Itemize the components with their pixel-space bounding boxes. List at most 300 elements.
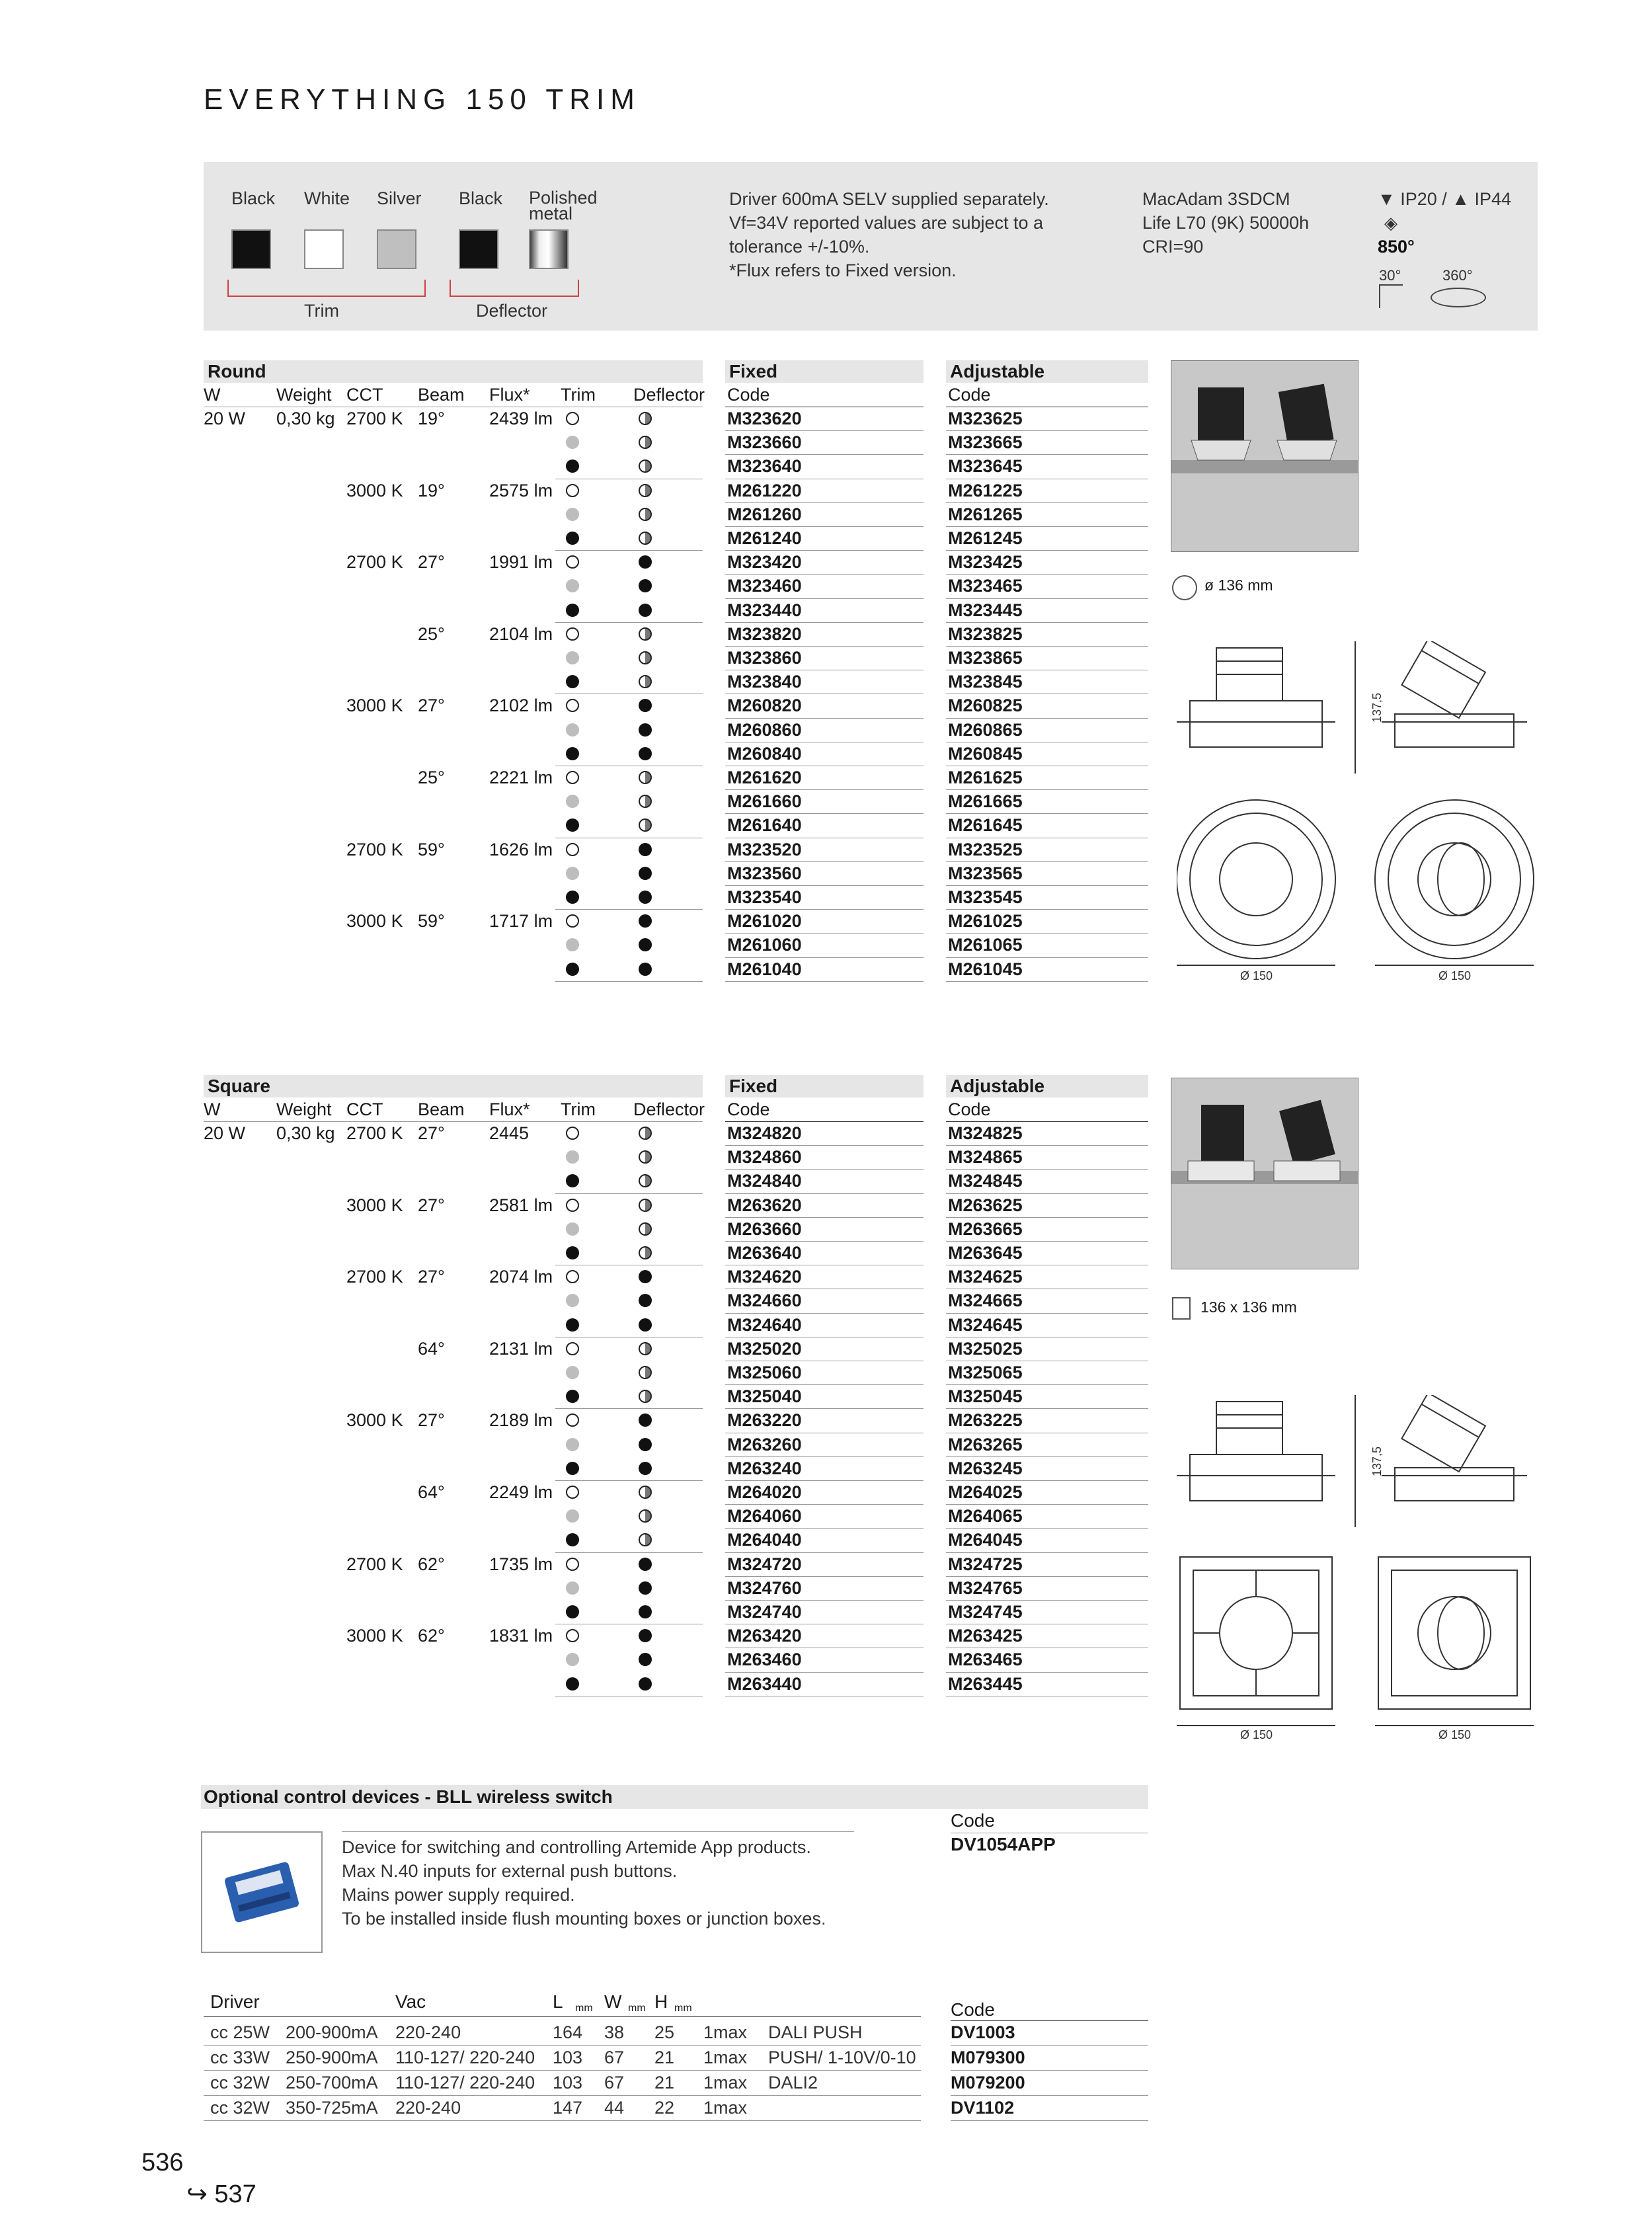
optional-line: Device for switching and controlling Artemide App products. [342, 1837, 811, 1857]
round-col-header: CCT [346, 385, 383, 405]
optional-line: To be installed inside flush mounting boxes or junction boxes. [342, 1909, 826, 1929]
round-fixed-code: M261260 [727, 504, 802, 524]
round-adjustable-label: Adjustable [950, 361, 1045, 381]
black-trim-icon [639, 1294, 652, 1307]
driver-cell: 103 [553, 2048, 583, 2067]
white-trim-icon [566, 771, 579, 784]
black-trim-icon [639, 555, 652, 569]
driver-code-label: Code [951, 1999, 995, 2020]
half-deflector-icon [639, 508, 652, 521]
round-fixed-code: M260840 [727, 743, 802, 764]
round-adjustable-code: M260845 [948, 743, 1023, 764]
white-trim-icon [566, 1414, 579, 1427]
black-trim-icon [639, 699, 652, 712]
next-page-link[interactable] [186, 2179, 256, 2209]
round-adjustable-code: M323465 [948, 576, 1023, 596]
wireless-switch-icon [202, 1833, 321, 1952]
silver-trim-icon [566, 1222, 579, 1236]
driver-info [729, 187, 1049, 282]
deflector-bracket [450, 280, 579, 297]
silver-trim-icon [566, 795, 579, 808]
silver-trim-icon [566, 1150, 579, 1164]
round-cell: 0,30 kg [276, 409, 335, 428]
square-height-label: 137,5 [1370, 1446, 1384, 1477]
half-deflector-icon [639, 771, 652, 784]
square-cell: 1831 lm [489, 1626, 553, 1646]
square-cell: 2581 lm [489, 1195, 553, 1215]
square-col-header: CCT [346, 1099, 383, 1119]
round-diameter-fixed: Ø 150 [1240, 969, 1273, 982]
white-trim-icon [566, 627, 579, 641]
half-deflector-icon [639, 459, 652, 473]
square-adjustable-code: M324765 [948, 1577, 1023, 1598]
square-fixed-code: M264060 [727, 1506, 802, 1527]
round-col-header: W [204, 385, 221, 405]
round-adjustable-code: M323565 [948, 863, 1023, 883]
half-deflector-icon [639, 412, 652, 425]
round-adjustable-code: M323425 [948, 552, 1023, 573]
square-cell: 2700 K [346, 1123, 403, 1143]
silver-trim-icon [566, 508, 579, 521]
black-trim-icon [639, 1653, 652, 1666]
square-cell: 3000 K [346, 1410, 403, 1431]
driver-cell: 164 [553, 2022, 583, 2042]
silver-trim-icon [566, 1366, 579, 1379]
swatch-label-polished-deflector: Polished metal [529, 188, 598, 223]
optional-code-label: Code [951, 1810, 995, 1831]
black-trim-icon [566, 891, 579, 904]
round-col-header: Flux* [489, 385, 530, 405]
square-fixed-code: M324660 [727, 1291, 802, 1311]
white-trim-icon [566, 1342, 579, 1355]
driver-cell: DALI2 [768, 2073, 818, 2092]
driver-row-divider [204, 2120, 921, 2121]
square-row-divider [555, 1408, 703, 1409]
round-fixed-code: M260860 [727, 719, 802, 740]
round-cutout-size: ø 136 mm [1204, 577, 1273, 594]
square-adjustable-code: M263225 [948, 1410, 1023, 1431]
square-cell: 64° [418, 1482, 445, 1502]
driver-cell: DALI PUSH [768, 2022, 863, 2042]
black-trim-icon [639, 867, 652, 880]
square-diameter-fixed: Ø 150 [1240, 1728, 1273, 1741]
square-col-header: Flux* [489, 1099, 530, 1119]
black-trim-icon [566, 675, 579, 688]
square-adjustable-code: M325025 [948, 1338, 1023, 1359]
arrow-icon: ↪ [186, 2180, 208, 2208]
round-cell: 1991 lm [489, 552, 553, 573]
square-fixed-code: M263240 [727, 1458, 802, 1478]
square-adjustable-label: Adjustable [950, 1076, 1045, 1096]
square-adjustable-code: M324745 [948, 1602, 1023, 1622]
square-adjustable-code: M325045 [948, 1386, 1023, 1407]
next-page-number: 537 [214, 2180, 256, 2208]
swatch-black-trim [231, 229, 271, 269]
square-fixed-code: M264040 [727, 1530, 802, 1550]
round-fixed-code: M323620 [727, 409, 802, 428]
round-adjustable-code: M261025 [948, 911, 1023, 932]
round-diameter-adjustable: Ø 150 [1438, 969, 1472, 982]
half-deflector-icon [639, 1127, 652, 1140]
round-header-bar [204, 360, 703, 383]
round-fixed-code: M323520 [727, 839, 802, 859]
driver-info-line: *Flux refers to Fixed version. [729, 260, 957, 280]
energy-icon: ◈ [1384, 213, 1397, 233]
white-trim-icon [566, 1127, 579, 1140]
black-trim-icon [566, 1462, 579, 1475]
square-fixed-code: M324720 [727, 1554, 802, 1574]
black-trim-icon [566, 532, 579, 545]
black-trim-icon [639, 914, 652, 928]
ip-rating-text: IP20 / ▲ IP44 [1400, 189, 1512, 209]
square-adjustable-code: M264065 [948, 1506, 1023, 1527]
square-row-divider [555, 1480, 703, 1481]
round-adjustable-code: M261265 [948, 504, 1023, 524]
driver-cell: 103 [553, 2073, 583, 2092]
silver-trim-icon [566, 867, 579, 880]
round-fixed-code: M261220 [727, 480, 802, 500]
square-cell: 27° [418, 1123, 445, 1143]
square-col-header: W [204, 1099, 221, 1119]
driver-col-header: Driver [210, 1991, 260, 2012]
silver-trim-icon [566, 1438, 579, 1451]
silver-trim-icon [566, 1294, 579, 1307]
square-fixed-code: M324860 [727, 1147, 802, 1168]
black-trim-icon [566, 1246, 579, 1259]
square-fixed-code: M324620 [727, 1267, 802, 1287]
square-fixed-code: M325040 [727, 1386, 802, 1407]
round-cell: 2700 K [346, 409, 403, 428]
square-fixed-code: M324820 [727, 1123, 802, 1143]
round-cell: 25° [418, 768, 445, 787]
driver-divider [204, 2016, 921, 2017]
optional-description [342, 1835, 826, 1931]
round-fixed-label: Fixed [729, 361, 778, 381]
square-adjustable-code: M263645 [948, 1243, 1023, 1263]
driver-cell: 147 [553, 2098, 583, 2118]
round-fixed-code: M323440 [727, 600, 802, 620]
light-info [1142, 187, 1309, 259]
half-deflector-icon [639, 1199, 652, 1212]
round-col-header: Weight [276, 385, 332, 405]
square-fixed-code: M325060 [727, 1363, 802, 1382]
black-trim-icon [566, 1318, 579, 1332]
white-trim-icon [566, 914, 579, 928]
round-fixed-code: M323460 [727, 576, 802, 596]
square-adjustable-code: M324865 [948, 1147, 1023, 1168]
trim-bracket [227, 280, 426, 297]
white-trim-icon [566, 843, 579, 856]
driver-cell: cc 32W [210, 2073, 270, 2092]
square-cutout-size: 136 x 136 mm [1200, 1298, 1297, 1316]
optional-title: Optional control devices - BLL wireless switch [204, 1786, 613, 1807]
square-adjustable-code: M263465 [948, 1650, 1023, 1670]
driver-code: DV1003 [951, 2022, 1015, 2042]
black-trim-icon [639, 723, 652, 737]
driver-cell: 67 [604, 2048, 625, 2067]
square-cell: 2131 lm [489, 1338, 553, 1359]
white-trim-icon [566, 699, 579, 712]
silver-trim-icon [566, 1581, 579, 1595]
driver-col-header: mm [674, 2003, 692, 2014]
black-trim-icon [566, 459, 579, 473]
square-adjustable-code: M264045 [948, 1530, 1023, 1550]
black-trim-icon [639, 1581, 652, 1595]
square-adjustable-code: M263665 [948, 1218, 1023, 1239]
half-deflector-icon [639, 818, 652, 832]
driver-cell: 220-240 [395, 2098, 461, 2118]
round-fixed-code: M323660 [727, 432, 802, 453]
round-cell: 2104 lm [489, 623, 553, 644]
driver-cell: 220-240 [395, 2022, 461, 2042]
white-trim-icon [566, 412, 579, 425]
optional-line: Max N.40 inputs for external push buttons. [342, 1861, 678, 1881]
round-product-photo [1171, 360, 1358, 552]
square-fixed-code: M324740 [727, 1602, 802, 1622]
square-cutout-icon [1172, 1297, 1191, 1320]
square-cell: 20 W [204, 1123, 246, 1143]
tilt-angle: 30° [1379, 267, 1401, 284]
black-trim-icon [639, 579, 652, 592]
square-fixed-code: M263460 [727, 1650, 802, 1670]
square-adjustable-code: M324645 [948, 1314, 1023, 1335]
round-adjustable-code: M323845 [948, 672, 1023, 692]
square-fixed-code: M264020 [727, 1482, 802, 1502]
round-col-header: Code [948, 385, 991, 405]
black-trim-icon [639, 843, 652, 856]
deflector-group-label: Deflector [476, 301, 548, 321]
driver-cell: 22 [654, 2098, 675, 2118]
round-cell: 59° [418, 911, 445, 932]
driver-col-header: Vac [395, 1991, 426, 2012]
driver-cell: PUSH/ 1-10V/0-10 [768, 2048, 916, 2067]
half-deflector-icon [639, 1366, 652, 1379]
square-cell: 64° [418, 1338, 445, 1359]
driver-code: M079200 [951, 2073, 1025, 2092]
round-adjustable-code: M261225 [948, 480, 1023, 500]
round-col-header: Beam [418, 385, 465, 405]
cct-code: 850° [1378, 237, 1415, 257]
square-adjustable-code: M324725 [948, 1554, 1023, 1574]
square-adjustable-code: M325065 [948, 1363, 1023, 1382]
driver-col-header: mm [628, 2003, 646, 2014]
black-trim-icon [639, 938, 652, 951]
square-fixed-code: M263660 [727, 1218, 802, 1239]
half-deflector-icon [639, 1222, 652, 1236]
square-cell: 27° [418, 1195, 445, 1215]
trim-group-label: Trim [304, 301, 339, 321]
round-fixed-code: M323860 [727, 648, 802, 668]
square-adjustable-code: M263245 [948, 1458, 1023, 1478]
black-trim-icon [639, 963, 652, 976]
square-fixed-label: Fixed [729, 1076, 778, 1096]
half-deflector-icon [639, 1174, 652, 1187]
square-cell: 27° [418, 1410, 445, 1431]
square-cell: 1735 lm [489, 1554, 553, 1574]
driver-cell: 21 [654, 2073, 675, 2092]
square-fixed-code: M263220 [727, 1410, 802, 1431]
round-cell: 2700 K [346, 839, 403, 859]
square-cell: 3000 K [346, 1195, 403, 1215]
square-cell: 2445 [489, 1123, 530, 1143]
black-trim-icon [566, 1390, 579, 1403]
swatch-silver-trim [377, 229, 416, 269]
round-row-divider [555, 909, 703, 910]
half-deflector-icon [639, 532, 652, 545]
round-col-header: Deflector [633, 385, 705, 405]
driver-code: M079300 [951, 2048, 1025, 2067]
round-fixed-code: M323560 [727, 863, 802, 883]
half-deflector-icon [639, 1509, 652, 1523]
square-cell: 2700 K [346, 1554, 403, 1574]
black-trim-icon [566, 747, 579, 760]
square-fixed-code: M263640 [727, 1243, 802, 1263]
round-adjustable-code: M323625 [948, 409, 1023, 428]
driver-info-line: Driver 600mA SELV supplied separately. [729, 189, 1049, 209]
driver-cell: 1max [703, 2022, 748, 2042]
half-deflector-icon [639, 651, 652, 664]
square-adjustable-code: M324825 [948, 1123, 1023, 1143]
square-col-header: Code [727, 1099, 770, 1119]
optional-code: DV1054APP [951, 1834, 1056, 1854]
round-adjustable-code: M323865 [948, 648, 1023, 668]
square-label: Square [208, 1076, 270, 1096]
round-cell: 3000 K [346, 696, 403, 716]
round-fixed-code: M260820 [727, 696, 802, 716]
swatch-label-black-trim: Black [231, 188, 276, 208]
rotation-icon [1431, 288, 1486, 307]
round-cell: 19° [418, 409, 445, 428]
driver-cell: 1max [703, 2098, 748, 2118]
round-row-divider [555, 622, 703, 623]
swatch-white-trim [304, 229, 344, 269]
driver-cell: 250-700mA [286, 2073, 378, 2092]
square-fixed-code: M263620 [727, 1195, 802, 1215]
round-adjustable-code: M261645 [948, 815, 1023, 836]
silver-trim-icon [566, 651, 579, 664]
silver-trim-icon [566, 723, 579, 737]
optional-line: Mains power supply required. [342, 1885, 575, 1905]
driver-col-header: L [553, 1991, 563, 2012]
round-adjustable-code: M323445 [948, 600, 1023, 620]
square-fixed-code: M263420 [727, 1626, 802, 1646]
driver-cell: cc 32W [210, 2098, 270, 2118]
round-cell: 2221 lm [489, 768, 553, 787]
half-deflector-icon [639, 1533, 652, 1546]
page-number: 536 [141, 2149, 184, 2176]
round-row-divider [555, 981, 703, 982]
white-trim-icon [566, 1199, 579, 1212]
round-cell: 1626 lm [489, 839, 553, 859]
round-fixed-code: M261620 [727, 768, 802, 787]
round-cell: 20 W [204, 409, 246, 428]
page-title: EVERYTHING 150 TRIM [204, 83, 641, 116]
white-trim-icon [566, 555, 579, 569]
round-cell: 2575 lm [489, 480, 553, 500]
driver-cell: 350-725mA [286, 2098, 378, 2118]
round-cell: 3000 K [346, 480, 403, 500]
white-trim-icon [566, 1558, 579, 1571]
round-adjustable-code: M260825 [948, 696, 1023, 716]
round-adjustable-code: M261665 [948, 791, 1023, 812]
driver-cell: 38 [604, 2022, 625, 2042]
square-row-divider [555, 1552, 703, 1553]
round-fixed-code: M261060 [727, 935, 802, 955]
silver-trim-icon [566, 1653, 579, 1666]
half-deflector-icon [639, 1150, 652, 1164]
half-deflector-icon [639, 675, 652, 688]
square-fixed-code: M325020 [727, 1338, 802, 1359]
round-cell: 27° [418, 552, 445, 573]
square-col-header: Weight [276, 1099, 332, 1119]
black-trim-icon [639, 1318, 652, 1332]
swatch-polished-deflector [529, 229, 569, 269]
square-fixed-code: M324640 [727, 1314, 802, 1335]
driver-cell: cc 33W [210, 2048, 270, 2067]
divider [342, 1831, 854, 1832]
round-adjustable-code: M323545 [948, 887, 1023, 907]
round-adjustable-code: M261065 [948, 935, 1023, 955]
black-trim-icon [639, 1605, 652, 1618]
driver-cell: 1max [703, 2048, 748, 2067]
round-adjustable-code: M260865 [948, 719, 1023, 740]
square-cell: 2074 lm [489, 1267, 553, 1287]
square-product-photo [1171, 1078, 1358, 1269]
finish-info-box [204, 162, 1538, 331]
silver-trim-icon [566, 1509, 579, 1523]
black-trim-icon [639, 604, 652, 617]
round-cell: 2102 lm [489, 696, 553, 716]
square-fixed-code: M263440 [727, 1673, 802, 1694]
round-row-divider [555, 550, 703, 551]
square-col-header: Trim [561, 1099, 596, 1119]
round-label: Round [208, 361, 266, 381]
square-adjustable-code: M263425 [948, 1626, 1023, 1646]
driver-col-header: H [654, 1991, 668, 2012]
round-cell: 19° [418, 480, 445, 500]
half-deflector-icon [639, 436, 652, 449]
black-trim-icon [566, 1677, 579, 1691]
round-adjustable-code: M323665 [948, 432, 1023, 453]
square-cell: 0,30 kg [276, 1123, 335, 1143]
round-cell: 1717 lm [489, 911, 553, 932]
round-fixed-code: M261040 [727, 959, 802, 979]
black-trim-icon [639, 1438, 652, 1451]
square-fixed-code: M324760 [727, 1577, 802, 1598]
half-deflector-icon [639, 1342, 652, 1355]
driver-cell: cc 25W [210, 2022, 270, 2042]
black-trim-icon [566, 1605, 579, 1618]
black-trim-icon [566, 818, 579, 832]
round-row-divider [725, 981, 924, 982]
round-fixed-code: M261660 [727, 791, 802, 812]
square-fixed-code: M324840 [727, 1171, 802, 1191]
black-trim-icon [639, 1462, 652, 1475]
square-adjustable-code: M324625 [948, 1267, 1023, 1287]
black-trim-icon [639, 1558, 652, 1571]
round-fixed-code: M323420 [727, 552, 802, 573]
swatch-label-black-deflector: Black [459, 188, 503, 208]
driver-row-divider [951, 2120, 1148, 2121]
square-adjustable-code: M324665 [948, 1291, 1023, 1311]
square-adjustable-code: M263445 [948, 1673, 1023, 1694]
driver-cell: 21 [654, 2048, 675, 2067]
square-header-bar [204, 1075, 703, 1097]
round-technical-drawing [1177, 641, 1547, 978]
driver-info-line: tolerance +/-10%. [729, 237, 870, 257]
round-cell: 2439 lm [489, 409, 553, 428]
black-trim-icon [639, 1414, 652, 1427]
